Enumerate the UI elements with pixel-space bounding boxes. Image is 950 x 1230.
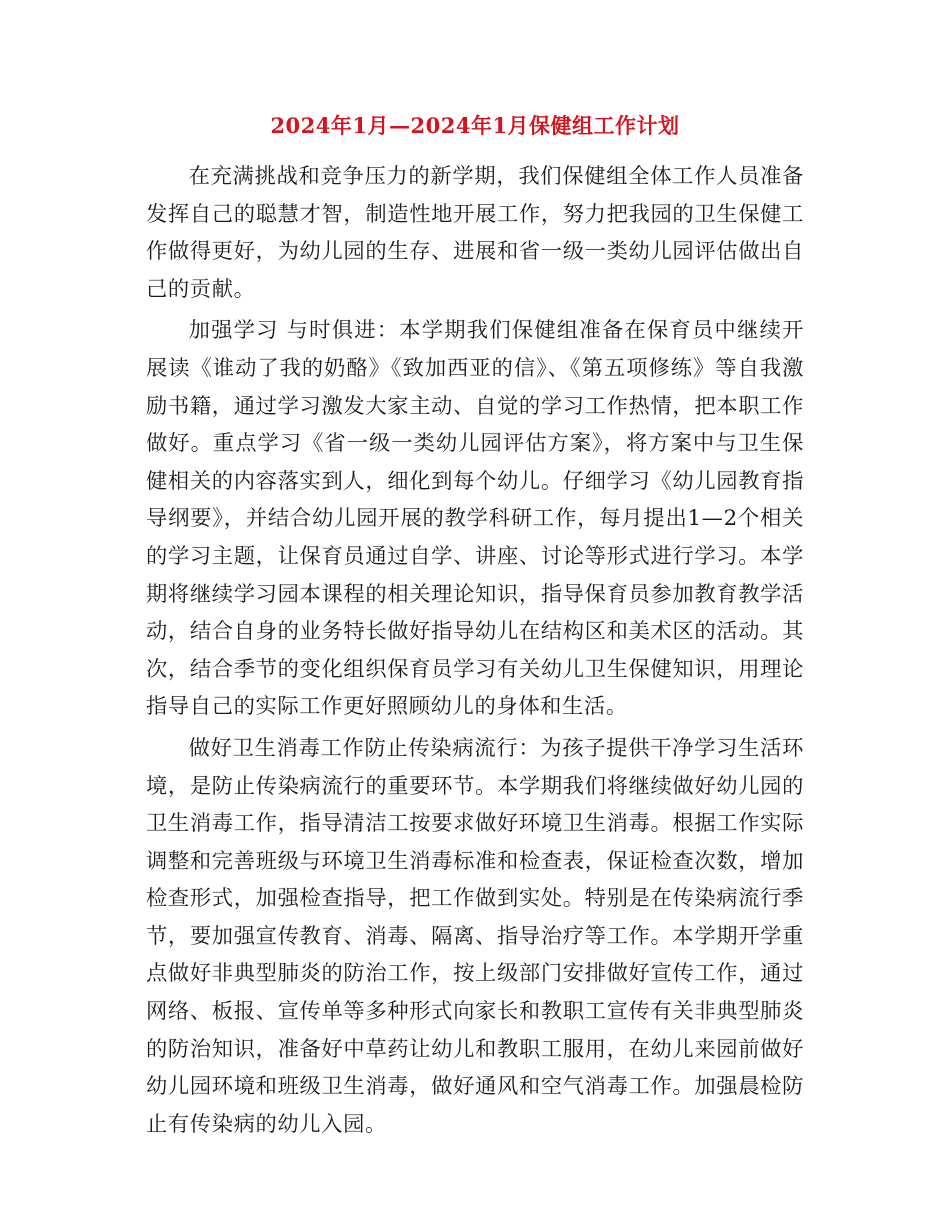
document-title: 2024年1月—2024年1月保健组工作计划: [270, 113, 680, 138]
paragraph-intro: 在充满挑战和竞争压力的新学期，我们保健组全体工作人员准备发挥自己的聪慧才智，制造性地开展工作，努力把我园的卫生保健工作做得更好，为幼儿园的生存、进展和省一级一类幼儿园评估做出自己的贡献。: [146, 164, 804, 302]
paragraph-disinfection: 做好卫生消毒工作防止传染病流行：为孩子提供干净学习生活环境，是防止传染病流行的重要环节。本学期我们将继续做好幼儿园的卫生消毒工作，指导清洁工按要求做好环境卫生消毒。根据工作实际调整和完善班级与环境卫生消毒标准和检查表，保证检查次数，增加检查形式，加强检查指导，把工作做到实处。特别是在传染病流行季节，要加强宣传教育、消毒、隔离、指导治疗等工作。本学期开学重点做好非典型肺炎的防治工作，按上级部门安排做好宣传工作，通过网络、板报、宣传单等多种形式向家长和教职工宣传有关非典型肺炎的防治知识，准备好中草药让幼儿和教职工服用，在幼儿来园前做好幼儿园环境和班级卫生消毒，做好通风和空气消毒工作。加强晨检防止有传染病的幼儿入园。: [146, 735, 804, 1137]
paragraph-study: 加强学习 与时俱进：本学期我们保健组准备在保育员中继续开展读《谁动了我的奶酪》《致加西亚的信》、《第五项修练》等自我激励书籍，通过学习激发大家主动、自觉的学习工作热情，把本职工作做好。重点学习《省一级一类幼儿园评估方案》，将方案中与卫生保健相关的内容落实到人，细化到每个幼儿。仔细学习《幼儿园教育指导纲要》，并结合幼儿园开展的教学科研工作，每月提出1—2个相关的学习主题，让保育员通过自学、讲座、讨论等形式进行学习。本学期将继续学习园本课程的相关理论知识，指导保育员参加教育教学活动，结合自身的业务特长做好指导幼儿在结构区和美术区的活动。其次，结合季节的变化组织保育员学习有关幼儿卫生保健知识，用理论指导自己的实际工作更好照顾幼儿的身体和生活。: [146, 318, 804, 720]
